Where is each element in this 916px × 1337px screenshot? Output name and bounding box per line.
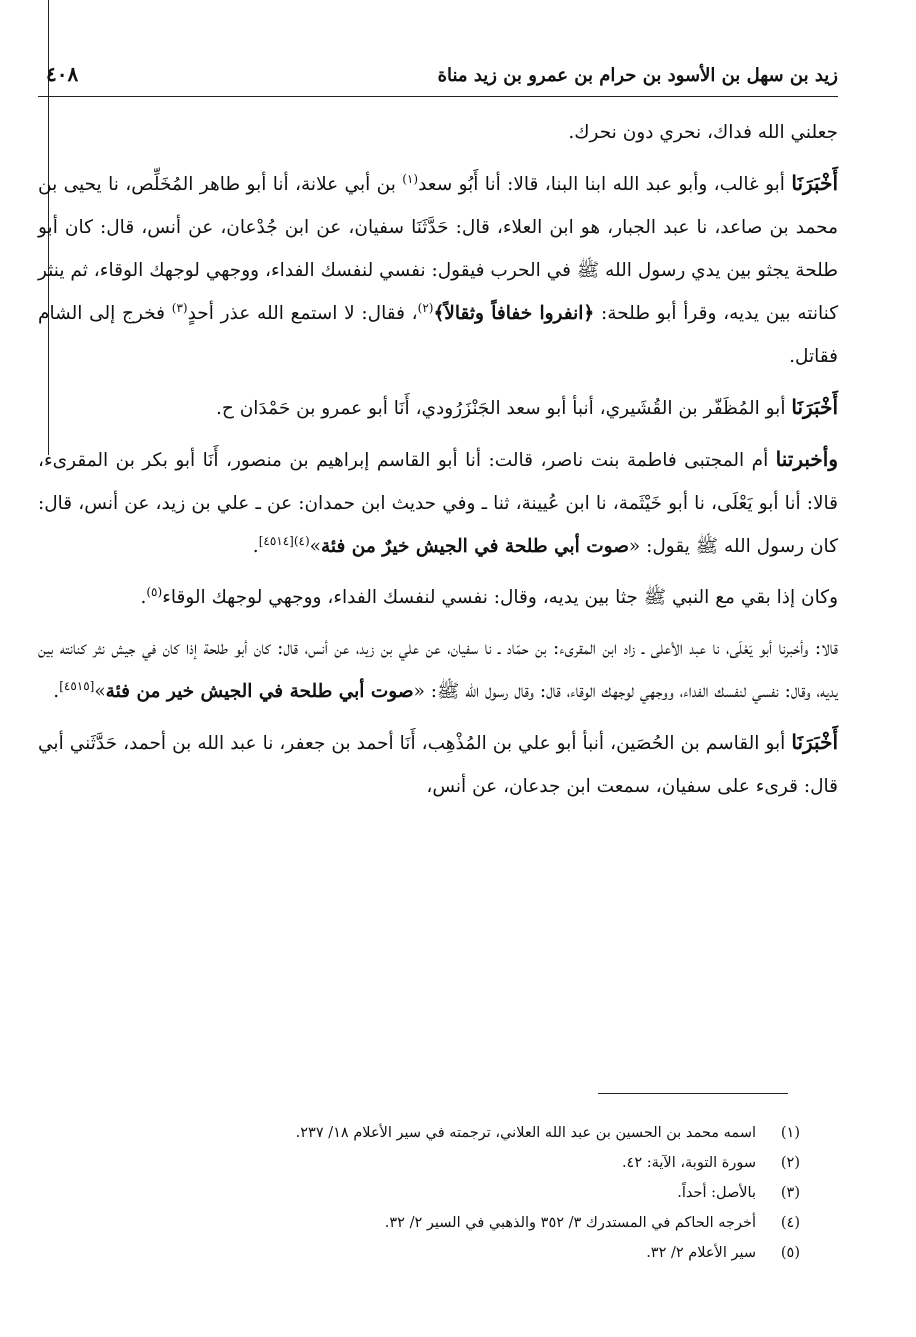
text-run: فخرج إلى الشام فقاتل. [38,303,838,367]
paragraph [38,386,838,430]
emphasis-text: صوت أبي طلحة في الجيش خيرٌ من فئة [321,536,629,557]
paragraph [38,438,838,568]
text-run: بن أبي علانة، أنا أبو طاهر المُخَلِّص، نا يحيى بن محمد بن صاعد، نا عبد الجبار، هو ابن العلاء، قال: حَدَّثَنَا سفيان، عن ابن جُدْعان، عن أنس، قال: كان أبو طلحة يجثو بين يدي رسول الله ﷺ في الحرب فيقول: نفسي لنفسك الفداء، ووجهي لوجهك الوقاء، ثم ينثر كنانته بين يديه، وقرأ أبو طلحة: [38,174,839,324]
footnote-number: (٥) [780,1245,800,1261]
text-run: وكان إذا بقي مع النبي ﷺ جثا بين يديه، وقال: نفسي لنفسك الفداء، ووجهي لوجهك الوقاء [162,587,838,608]
footnotes [100,1118,800,1268]
source-ref: [٤٥١٤] [258,533,294,548]
footnote [100,1118,800,1148]
text-run: أبو القاسم بن الحُصَين، أنبأ أبو علي بن المُذْهِب، أَنَا أحمد بن جعفر، نا عبد الله بن أحمد، حَدَّثَني أبي قال: قرىء على سفيان، سمعت ابن جدعان، عن أنس، [38,733,838,797]
paragraph [38,627,838,713]
footnote-number: (٢) [780,1155,800,1171]
text-run: » [94,681,106,702]
text-run: . [252,536,259,557]
paragraph-lead-word: أَخْبَرَنَا [791,171,838,195]
paragraph-lead-word: أَخْبَرَنَا [791,395,838,419]
footnote-number: (٤) [780,1215,800,1231]
text-run: جعلني الله فداك، نحري دون نحرك. [568,122,838,143]
page-number: ٤٠٨ [46,62,79,86]
footnote [100,1148,800,1178]
footnote-ref: (٤) [293,533,310,548]
text-run: أبو المُظَفّر بن القُشَيري، أنبأ أبو سعد الجَنْزَرُودي، أَنَا أبو عمرو بن حَمْدَان ح. [216,398,792,419]
text-run: أبو غالب، وأبو عبد الله ابنا البنا، قالا: أنا أَبُو سعد [418,174,792,195]
paragraph [38,576,838,619]
emphasis-text: صوت أبي طلحة في الجيش خير من فئة [105,681,414,702]
footnote-text: اسمه محمد بن الحسين بن عبد الله العلاني، ترجمته في سير الأعلام ١٨/ ٢٣٧. [295,1125,756,1141]
footnote-ref: (١) [402,171,419,186]
footnote [100,1178,800,1208]
running-title: زيد بن سهل بن الأسود بن حرام بن عمرو بن زيد مناة [437,65,838,86]
emphasis-text: ﴿انفروا خفافاً وثقالاً﴾ [433,303,595,324]
text-run: » [309,536,321,557]
text-run: قالا: وأخبرنا أبو يَعْلَى، نا عبد الأعلى ـ زاد ابن المقرىء: بن حمّاد ـ نا سفيان، عن علي بن زيد، عن أنس، قال: كان أبو طلحة إذا كان في جيش نثر كنانته بين يديه، وقال: نفسي لنفسك الفداء، ووجهي لوجهك الوقاء، قال: وقال رسول الله ﷺ: « [38,638,838,702]
text-run: ، فقال: لا استمع الله عذر أحدٍ [187,303,418,324]
text-run: . [140,587,147,608]
paragraph-lead-word: وأخبرتنا [775,447,838,471]
book-page [38,62,838,816]
paragraph [38,162,838,378]
footnote-separator [598,1093,788,1094]
footnote [100,1238,800,1268]
footnote-text: أخرجه الحاكم في المستدرك ٣/ ٣٥٢ والذهبي في السير ٢/ ٣٢. [384,1215,756,1231]
footnote-number: (١) [780,1125,800,1141]
source-ref: [٤٥١٥] [59,678,95,693]
paragraph-lead-word: أَخْبَرَنَا [791,730,838,754]
paragraph [38,721,838,808]
paragraph [38,111,838,154]
text-run: أم المجتبى فاطمة بنت ناصر، قالت: أنا أبو القاسم إبراهيم بن منصور، أَنَا أبو بكر بن المقرىء، قالا: أنا أبو يَعْلَى، نا أبو خَيْثَمة، نا ابن عُيينة، ثنا ـ وفي حديث ابن حمدان: عن ـ علي بن زيد، عن أنس، قال: كان رسول الله ﷺ يقول: « [38,450,838,557]
footnote-text: بالأصل: أحداً. [677,1185,756,1201]
footnote-text: سير الأعلام ٢/ ٣٢. [646,1245,756,1261]
text-run: . [53,681,60,702]
footnote-text: سورة التوبة، الآية: ٤٢. [621,1155,756,1171]
footnote-ref: (٢) [417,300,434,315]
footnote [100,1208,800,1238]
footnote-ref: (٣) [171,300,188,315]
running-head [38,62,838,97]
footnote-ref: (٥) [146,584,163,599]
footnote-number: (٣) [780,1185,800,1201]
